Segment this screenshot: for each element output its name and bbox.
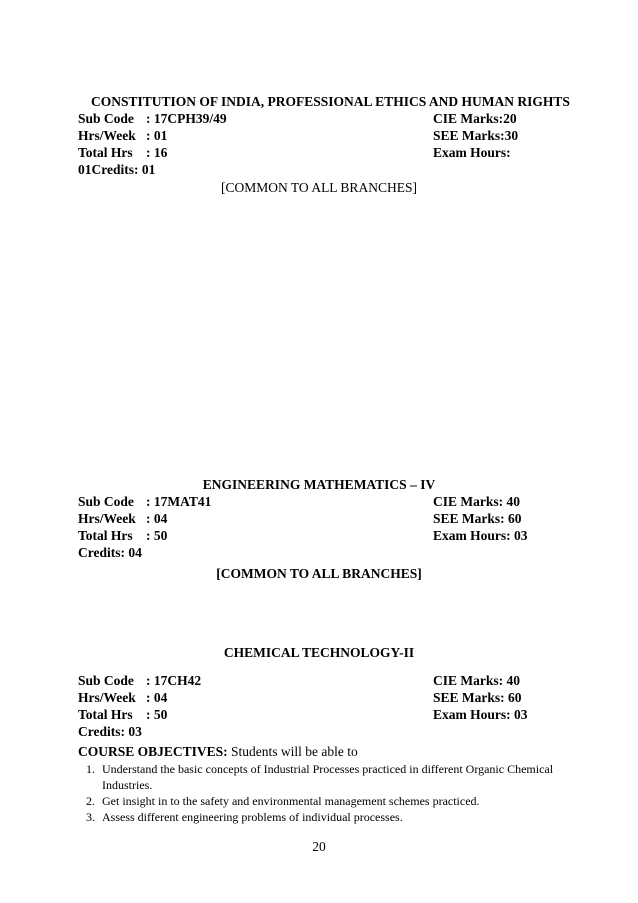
section2-credits: Credits: 04	[78, 545, 142, 560]
section1-credits: 01Credits: 01	[78, 162, 156, 177]
section2-totalhrs-label: Total Hrs	[78, 528, 133, 543]
section1-totalhrs-value: : 16	[146, 145, 168, 160]
section3-subcode-label: Sub Code	[78, 673, 134, 688]
course-objectives-intro: Students will be able to	[227, 744, 358, 759]
section1-hrsweek-value: : 01	[146, 128, 168, 143]
section1-common-note: [COMMON TO ALL BRANCHES]	[221, 180, 417, 195]
section1-hrsweek-label: Hrs/Week	[78, 128, 136, 143]
objective-item: 1. Understand the basic concepts of Industrial Processes practiced in different Organic Chemical Industries.	[98, 761, 598, 793]
course-objectives-list	[78, 761, 598, 825]
course-objectives-heading: COURSE OBJECTIVES:	[78, 744, 228, 759]
section1-title: CONSTITUTION OF INDIA, PROFESSIONAL ETHICS AND HUMAN RIGHTS	[91, 94, 570, 109]
section2-common-note: [COMMON TO ALL BRANCHES]	[216, 566, 422, 581]
section3-cie-marks: CIE Marks: 40	[433, 673, 520, 688]
section2-subcode-label: Sub Code	[78, 494, 134, 509]
section1-see-marks: SEE Marks:30	[433, 128, 519, 143]
section3-totalhrs-label: Total Hrs	[78, 707, 133, 722]
section2-totalhrs-value: : 50	[146, 528, 168, 543]
section1-subcode-value: : 17CPH39/49	[146, 111, 227, 126]
section3-subcode-value: : 17CH42	[146, 673, 202, 688]
section3-credits: Credits: 03	[78, 724, 142, 739]
objective-item: 2. Get insight in to the safety and environmental management schemes practiced.	[98, 793, 598, 809]
page-number: 20	[312, 839, 326, 854]
section1-totalhrs-label: Total Hrs	[78, 145, 133, 160]
section1-exam-hours: Exam Hours:	[433, 145, 511, 160]
section3-title: CHEMICAL TECHNOLOGY-II	[223, 645, 415, 660]
course-objectives-line	[78, 744, 358, 760]
section3-hrsweek-label: Hrs/Week	[78, 690, 136, 705]
section2-subcode-value: : 17MAT41	[146, 494, 212, 509]
section2-hrsweek-value: : 04	[146, 511, 168, 526]
section3-exam-hours: Exam Hours: 03	[433, 707, 528, 722]
section2-exam-hours: Exam Hours: 03	[433, 528, 528, 543]
objective-item: 3. Assess different engineering problems of individual processes.	[98, 809, 598, 825]
section1-subcode-label: Sub Code	[78, 111, 134, 126]
section3-hrsweek-value: : 04	[146, 690, 168, 705]
section3-totalhrs-value: : 50	[146, 707, 168, 722]
section2-see-marks: SEE Marks: 60	[433, 511, 522, 526]
section2-title: ENGINEERING MATHEMATICS – IV	[202, 477, 436, 492]
section1-cie-marks: CIE Marks:20	[433, 111, 517, 126]
section3-see-marks: SEE Marks: 60	[433, 690, 522, 705]
section2-hrsweek-label: Hrs/Week	[78, 511, 136, 526]
section2-cie-marks: CIE Marks: 40	[433, 494, 520, 509]
